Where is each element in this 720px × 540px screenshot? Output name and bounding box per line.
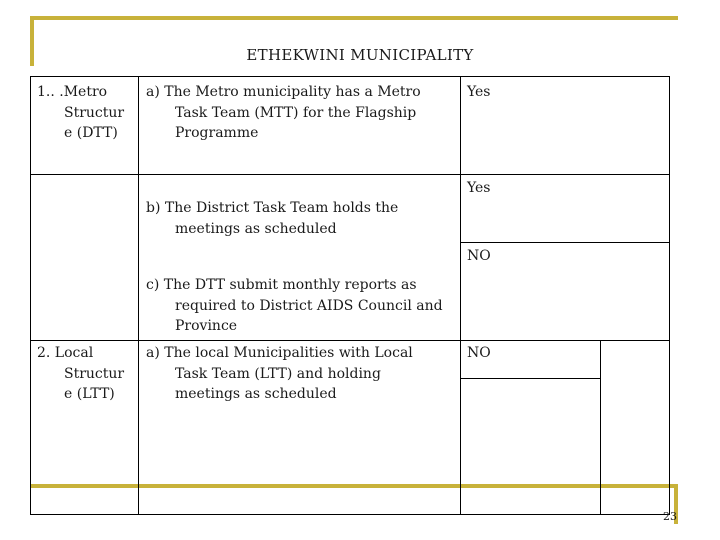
criterion-line-1: a) The Metro municipality has a Metro	[146, 84, 421, 100]
criterion-line-1: a) The local Municipalities with Local	[146, 345, 413, 361]
criterion-line-1: b) The District Task Team holds the	[146, 200, 399, 216]
frame-bottom-line	[30, 484, 678, 488]
criterion-cell-1c	[146, 275, 443, 337]
page-title: ETHEKWINI MUNICIPALITY	[246, 46, 474, 64]
criterion-line-2: Task Team (LTT) and holding	[175, 365, 381, 382]
frame-top-line	[30, 16, 678, 20]
status-cell-1c: NO	[467, 248, 491, 264]
structure-label-line-1: . .Metro	[50, 84, 108, 100]
column-divider-status	[460, 76, 461, 515]
criterion-cell-2a	[146, 343, 413, 405]
structure-label-line-1: Local	[50, 345, 94, 361]
row-divider-4	[460, 378, 600, 379]
criterion-cell-1a	[146, 82, 421, 144]
table-right-border	[669, 76, 670, 515]
criterion-line-1: c) The DTT submit monthly reports as	[146, 277, 417, 293]
criterion-line-2: Task Team (MTT) for the Flagship	[175, 104, 417, 121]
structure-label-line-2: Structur	[64, 104, 125, 121]
structure-cell-local	[37, 343, 124, 405]
column-divider-structure	[138, 76, 139, 515]
status-cell-1a: Yes	[467, 84, 491, 100]
criterion-line-2: meetings as scheduled	[175, 220, 337, 237]
structure-label-line-3: e (LTT)	[64, 386, 115, 402]
column-divider-extra	[600, 340, 601, 515]
structure-label-line-3: e (DTT)	[64, 125, 118, 141]
structure-label-line-2: Structur	[64, 365, 125, 382]
page-number: 23	[663, 510, 677, 523]
row-divider-1	[30, 174, 670, 175]
table-bottom-border	[30, 514, 670, 515]
status-cell-2a: NO	[467, 345, 491, 361]
row-divider-3	[30, 340, 670, 341]
structure-number: 2.	[37, 345, 51, 361]
row-divider-2	[460, 242, 670, 243]
structure-cell-metro	[37, 82, 124, 144]
criterion-line-2: required to District AIDS Council and	[175, 297, 443, 314]
criterion-cell-1b	[146, 198, 398, 239]
criterion-line-3: Programme	[175, 125, 259, 141]
status-cell-1b: Yes	[467, 180, 491, 196]
criterion-line-3: meetings as scheduled	[175, 386, 337, 402]
criterion-line-3: Province	[175, 318, 238, 334]
table-top-border	[30, 76, 670, 77]
table-left-border	[30, 76, 31, 515]
structure-number: 1.	[37, 84, 51, 100]
